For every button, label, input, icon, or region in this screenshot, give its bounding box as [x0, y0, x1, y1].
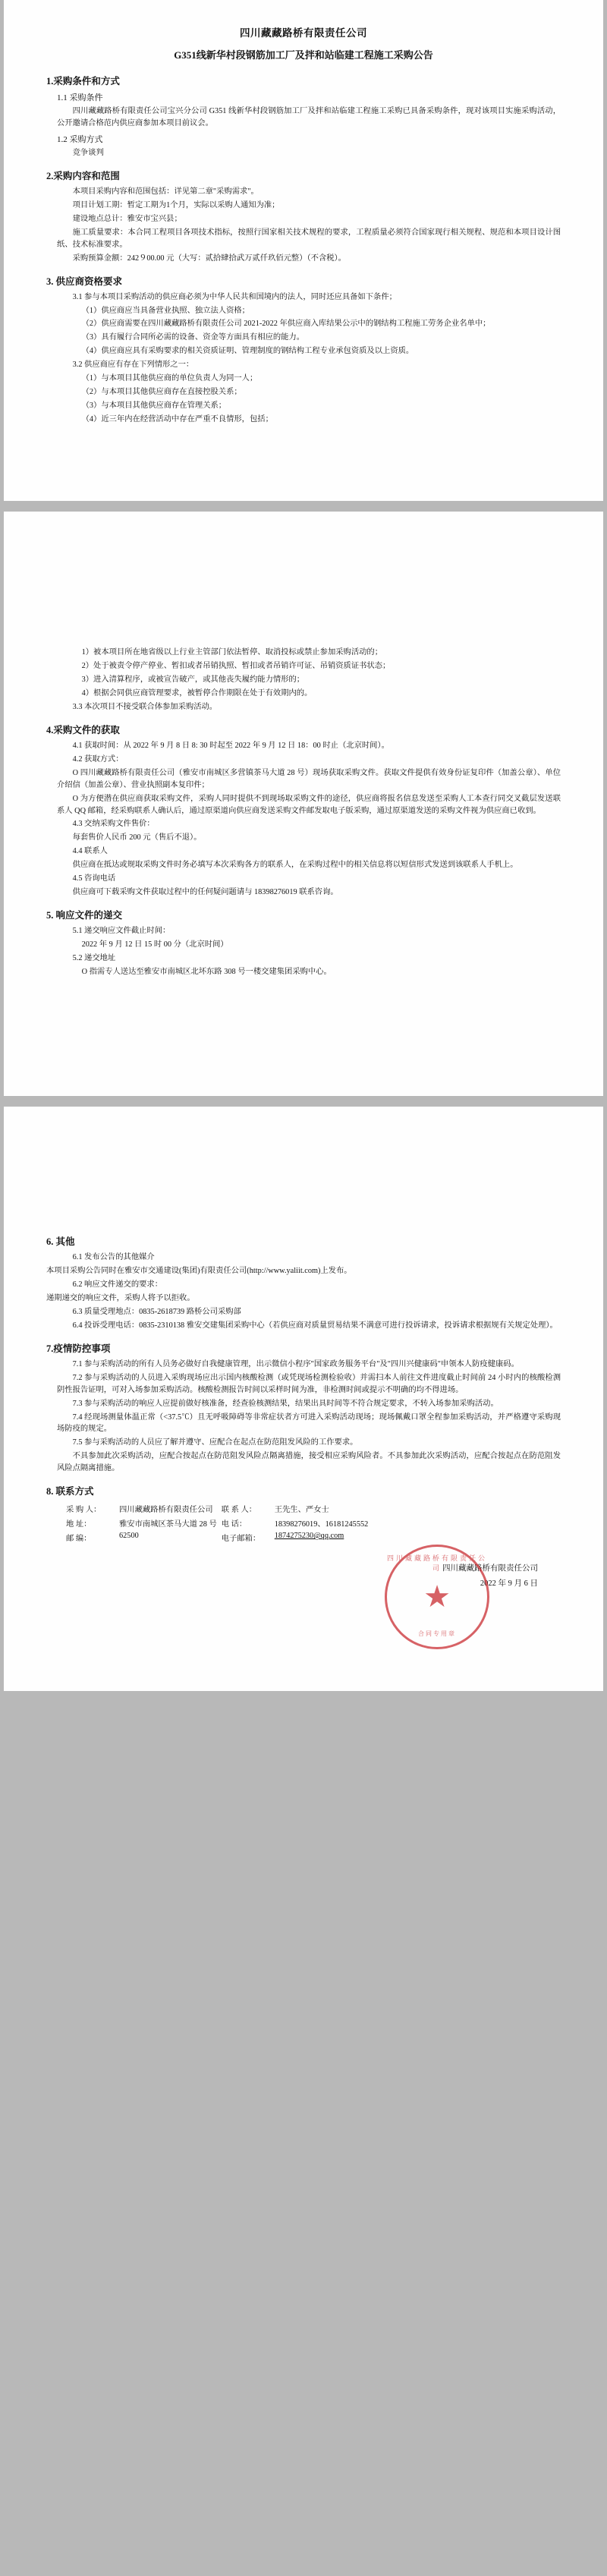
section-5-text-1: 5.1 递交响应文件截止时间：	[72, 927, 171, 936]
section-2-text-4: 施工质量要求：本合同工程项目各项技术指标，按照行国家相关技术规程的要求，工程质量必须符合国家现行相关规程、规范和本项目设计图纸、技术标准要求。	[57, 228, 561, 249]
seal-arc-bottom: 合同专用章	[418, 1630, 456, 1637]
section-7-text-6: 不具参加此次采购活动，应配合按起点在防范阻发风险点隔离措施，接受相应采购风险者。不具参加此次采购活动，应配合按起点在防范阻发风险点隔离措施。	[57, 1452, 561, 1473]
section-7-text-4: 7.4 经现场测量体温正常（<37.5℃）且无呼吸障碍等非常症状者方可进入采购活动现场；现场佩戴口罩全程参加采购活动，并严格遵守采购现场防疫的规定。	[57, 1412, 561, 1434]
section-4-text-1: 4.1 获取时间：从 2022 年 9 月 8 日 8: 30 时起至 2022 年 9 月 12 日 18：00 时止（北京时间）。	[72, 741, 389, 750]
section-3-text-5: （4）供应商应具有采购要求的相关资质证明、管理制度的钢结构工程专业承包资质及以上资质。	[81, 347, 414, 356]
section-8-heading: 8. 联系方式	[46, 1486, 94, 1497]
email-label: 电子邮箱：	[221, 1535, 261, 1544]
section-4-text-10: 供应商可下载采购文件获取过程中的任何疑问题请与 18398276019 联系咨询。	[72, 888, 338, 897]
section-4-text-8: 供应商在抵达或规取采购文件时务必填写本次采购各方的联系人，在采购过程中的相关信息将以短信形式发送到该联系人手机上。	[72, 861, 518, 870]
section-4-text-7: 4.4 联系人	[72, 847, 108, 856]
section-6-text-3: 6.2 响应文件递交的要求：	[72, 1280, 163, 1289]
page-3	[4, 1107, 603, 1691]
section-6-heading: 6. 其他	[46, 1236, 75, 1247]
contact-table	[66, 1501, 373, 1545]
section-1-2-text: 竞争谈判	[72, 148, 104, 157]
section-3-text-3: （2）供应商需要在四川藏藏路桥有限责任公司 2021-2022 年供应商入库结果公示中的钢结构工程施工劳务企业名单中；	[81, 320, 491, 329]
seal-arc-top: 四川藏藏路桥有限责任公司	[387, 1554, 488, 1572]
official-seal-stamp	[385, 1545, 489, 1649]
section-6-text-4: 递期递交的响应文件，采购人将予以拒收。	[46, 1293, 195, 1302]
contact-value: 王先生、严女士	[274, 1506, 329, 1515]
section-1-1-heading: 1.1 采购条件	[57, 93, 103, 102]
section-2-heading: 2.采购内容和范围	[46, 170, 120, 181]
section-5-text-4: O 指需专人送达至雅安市南城区北坏东路 308 号一楼交建集团采购中心。	[81, 968, 332, 977]
section-3-cont-5: 3.3 本次项目不接受联合体参加采购活动。	[72, 702, 218, 711]
section-7-text-2: 7.2 参与采购活动的人员进入采购现场应出示国内核酸检测（或凭现场检测检验收）并需扫本人前往文件进度截止时间前 24 小时内的核酸检测阴性报告证明，可对入场参加采购活动。核酸检测报告时间以采样时间为准，非检测时间或提示不明确的均不得进场。	[57, 1373, 561, 1394]
section-2-text-3: 建设地点总计：雅安市宝兴县；	[72, 214, 182, 223]
zip-label: 邮 编：	[66, 1535, 92, 1544]
contact-label: 联 系 人：	[221, 1506, 257, 1515]
section-4-text-4: O 为方便潜在供应商获取采购文件，采购人同时提供不到现场取采购文件的途径，供应商将报名信息发送至采购人工本查行同交叉截层发送联系人 QQ 邮箱，经采购联系人确认后，通过原渠道向供应商发送采购文件邮发取电子版采购，通过原渠道发送的采购文件视为供应商已收到。	[57, 794, 561, 815]
section-5-heading: 5. 响应文件的递交	[46, 910, 123, 921]
section-2-text-1: 本项目采购内容和范围包括：详见第二章"采购需求"。	[72, 187, 259, 196]
page-1	[4, 0, 603, 501]
section-3-text-9: （3）与本项目其他供应商存在管理关系；	[81, 402, 227, 411]
zip-value: 62500	[119, 1532, 139, 1541]
section-6-text-6: 6.4 投诉受理电话：0835-2310138 雅安交建集团采购中心（若供应商对质量贸易结果不满意可进行投诉请求，投诉请求根据规有关规定处理）。	[72, 1321, 558, 1330]
section-3-heading: 3. 供应商资格要求	[46, 276, 123, 287]
signature-org: 四川藏藏路桥有限责任公司	[442, 1564, 538, 1573]
buyer-value: 四川藏藏路桥有限责任公司	[119, 1506, 213, 1515]
signature-date: 2022 年 9 月 6 日	[480, 1579, 538, 1589]
section-3-text-10: （4）近三年内在经营活动中存在严重不良情形，包括；	[81, 415, 273, 424]
page-2	[4, 512, 603, 1096]
section-4-heading: 4.采购文件的获取	[46, 724, 120, 735]
section-7-heading: 7.疫情防控事项	[46, 1343, 111, 1354]
section-7-text-1: 7.1 参与采购活动的所有人员务必做好自我健康管理，出示微信小程序"国家政务服务平台"及"四川兴健康码"申领本人防疫健康码。	[72, 1359, 519, 1368]
section-3-text-8: （2）与本项目其他供应商存在直接控股关系；	[81, 388, 242, 397]
section-3-text-7: （1）与本项目其他供应商的单位负责人为同一人；	[81, 374, 258, 383]
company-title: 四川藏藏路桥有限责任公司	[240, 27, 367, 39]
section-5-text-3: 5.2 递交地址	[72, 954, 116, 963]
section-2-text-2: 项目计划工期：暂定工期为1个月，实际以采购人通知为准；	[72, 200, 280, 209]
section-4-text-9: 4.5 咨询电话	[72, 874, 116, 883]
section-3-text-2: （1）供应商应当具备营业执照、独立法人资格；	[81, 306, 250, 315]
address-value: 雅安市南城区茶马大道 28 号	[119, 1520, 217, 1529]
email-value[interactable]: 1874275230@qq.com	[274, 1532, 344, 1541]
table-row	[66, 1501, 373, 1516]
section-6-text-1: 6.1 发布公告的其他媒介	[72, 1253, 155, 1261]
section-1-1-text: 四川藏藏路桥有限责任公司宝兴分公司 G351 线新华村段钢筋加工厂及拌和站临建工程施工采购已具备采购条件，现对该项目实施采购活动，公开邀请合格范内供应商参加本项目前议会。	[57, 107, 561, 128]
section-3-cont-2: 2）处于被责令停产停业、暂扣或者吊销执照、暂扣或者吊销许可证、吊销资质证书状态；	[81, 661, 391, 670]
table-row	[66, 1530, 373, 1545]
section-4-text-3: O 四川藏藏路桥有限责任公司（雅安市南城区多营镇茶马大道 28 号）现场获取采购文件。获取文件提供有效身份证复印件（加盖公章）、单位介绍信（加盖公章）、营业执照副本复印件；	[57, 768, 561, 789]
section-3-cont-4: 4）根据会同供应商管理要求，被暂停合作期限在处于有效期内的。	[81, 688, 313, 698]
section-7-text-3: 7.3 参与采购活动的响应人应提前做好核准备，经查验核测结果，结果出具时间等不符合规定要求，不转入场参加采购活动。	[72, 1399, 498, 1408]
section-4-text-5: 4.3 交纳采购文件售价：	[72, 820, 155, 829]
section-3-text-1: 3.1 参与本项目采购活动的供应商必须为中华人民共和国境内的法人，同时还应具备如下条件；	[72, 292, 397, 301]
section-6-text-5: 6.3 质量受理地点：0835-2618739 路桥公司采购部	[72, 1307, 241, 1316]
page-title: G351线新华村段钢筋加工厂及拌和站临建工程施工采购公告	[174, 49, 433, 61]
section-7-text-5: 7.5 参与采购活动的人员应了解并遵守、应配合在起点在防范阻发风险的工作要求。	[72, 1438, 358, 1447]
section-3-text-6: 3.2 供应商应有存在下列情形之一：	[72, 361, 194, 370]
section-4-text-6: 每套售价人民币 200 元（售后不退）。	[72, 833, 202, 842]
section-1-2-heading: 1.2 采购方式	[57, 134, 103, 144]
section-3-cont-3: 3）进入清算程序，或被宣告破产，或其他丧失履约能力情形的；	[81, 675, 305, 684]
star-icon: ★	[423, 1579, 451, 1614]
phone-label: 电 话：	[221, 1520, 247, 1529]
section-6-text-2: 本项目采购公告同时在雅安市交通建设(集团)有限责任公司(http://www.yaliit.com)上发布。	[46, 1266, 352, 1275]
section-1-heading: 1.采购条件和方式	[46, 76, 120, 87]
section-5-text-2: 2022 年 9 月 12 日 15 时 00 分（北京时间）	[81, 940, 228, 949]
phone-value: 18398276019、16181245552	[274, 1520, 369, 1529]
buyer-label: 采 购 人：	[66, 1506, 102, 1515]
section-4-text-2: 4.2 获取方式：	[72, 754, 124, 764]
table-row	[66, 1516, 373, 1530]
section-2-text-5: 采购预算金额：242９00.00 元（大写：贰拾肆拾武万贰仟玖佰元整）（不含税）。	[72, 254, 346, 263]
section-3-text-4: （3）具有履行合同所必需的设备、资金等方面具有相应的能力。	[81, 333, 305, 342]
address-label: 地 址：	[66, 1520, 92, 1529]
section-3-cont-1: 1）被本项目所在地省级以上行业主管部门依法暂停、取消投标或禁止参加采购活动的；	[81, 648, 383, 657]
